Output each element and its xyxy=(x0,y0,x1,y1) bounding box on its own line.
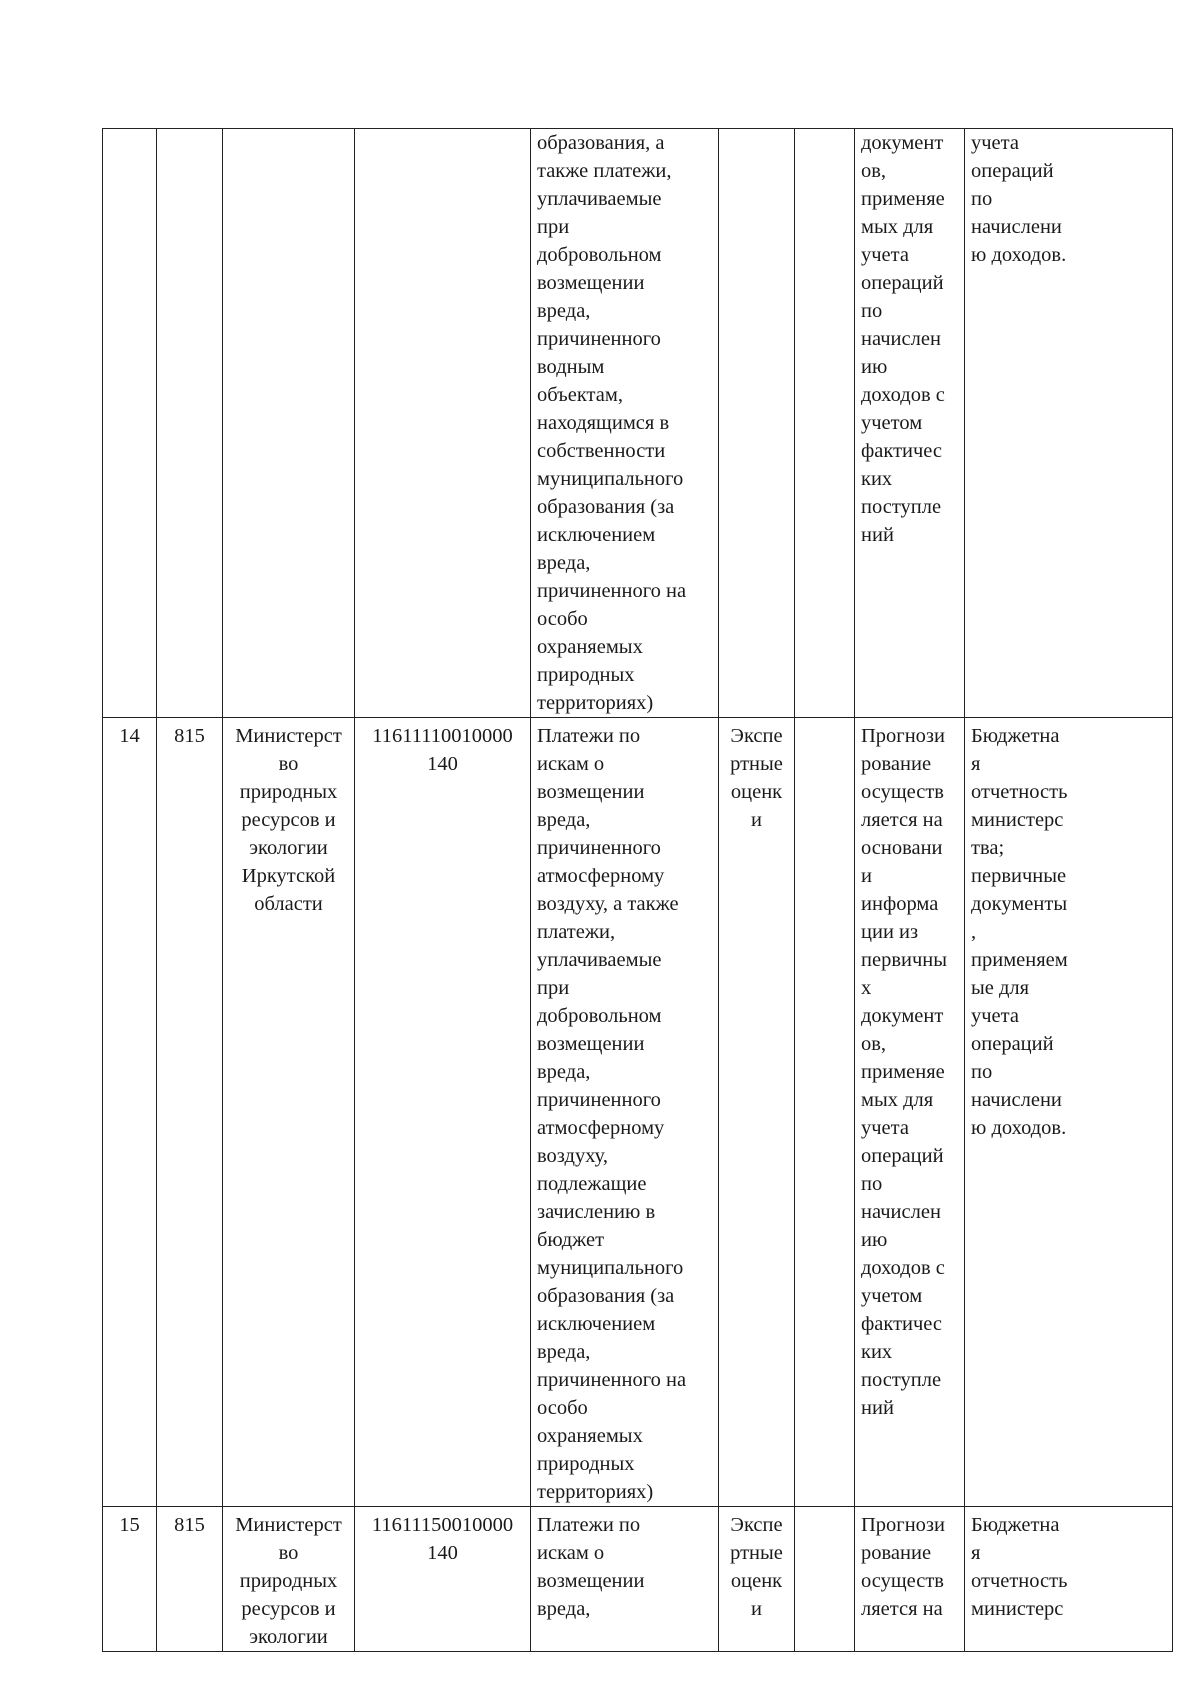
formula xyxy=(795,129,855,718)
row-number: 15 xyxy=(103,1507,157,1652)
forecast-method: Экспе ртные оценк и xyxy=(719,718,795,1507)
budget-classification-code: 11611110010000 140 xyxy=(355,718,531,1507)
administrator-name xyxy=(223,129,355,718)
administrator-name: Министерст во природных ресурсов и экологии xyxy=(223,1507,355,1652)
row-number: 14 xyxy=(103,718,157,1507)
row-number xyxy=(103,129,157,718)
admin-code xyxy=(157,129,223,718)
admin-code: 815 xyxy=(157,718,223,1507)
admin-code: 815 xyxy=(157,1507,223,1652)
budget-classification-code xyxy=(355,129,531,718)
calculation-algorithm: Прогнози рование осуществ ляется на основани и информа ции из первичны х документ ов, применяе мых для учета операций по начислен ию доходов с учетом фактичес ких поступле ний xyxy=(855,718,965,1507)
revenue-name: Платежи по искам о возмещении вреда, причиненного атмосферному воздуху, а также платежи, уплачиваемые при добровольном возмещении вреда, причиненного атмосферному воздуху, подлежащие зачислению в бюджет муниципального образования (за исключением вреда, причиненного на особо охраняемых природных территориях) xyxy=(531,718,719,1507)
revenue-name: Платежи по искам о возмещении вреда, xyxy=(531,1507,719,1652)
forecast-method xyxy=(719,129,795,718)
data-source: Бюджетна я отчетность министерс xyxy=(965,1507,1173,1652)
data-source: Бюджетна я отчетность министерс тва; первичные документы , применяем ые для учета операций по начислени ю доходов. xyxy=(965,718,1173,1507)
data-source: учета операций по начислени ю доходов. xyxy=(965,129,1173,718)
table-row xyxy=(103,129,1173,718)
forecast-method: Экспе ртные оценк и xyxy=(719,1507,795,1652)
formula xyxy=(795,718,855,1507)
calculation-algorithm: Прогнози рование осуществ ляется на xyxy=(855,1507,965,1652)
table-row xyxy=(103,718,1173,1507)
revenue-name: образования, а также платежи, уплачиваемые при добровольном возмещении вреда, причиненного водным объектам, находящимся в собственности муниципального образования (за исключением вреда, причиненного на особо охраняемых природных территориях) xyxy=(531,129,719,718)
administrator-name: Министерст во природных ресурсов и экологии Иркутской области xyxy=(223,718,355,1507)
revenue-forecast-table xyxy=(102,128,1173,1652)
table-row xyxy=(103,1507,1173,1652)
calculation-algorithm: документ ов, применяе мых для учета операций по начислен ию доходов с учетом фактичес ких поступле ний xyxy=(855,129,965,718)
formula xyxy=(795,1507,855,1652)
budget-classification-code: 11611150010000 140 xyxy=(355,1507,531,1652)
